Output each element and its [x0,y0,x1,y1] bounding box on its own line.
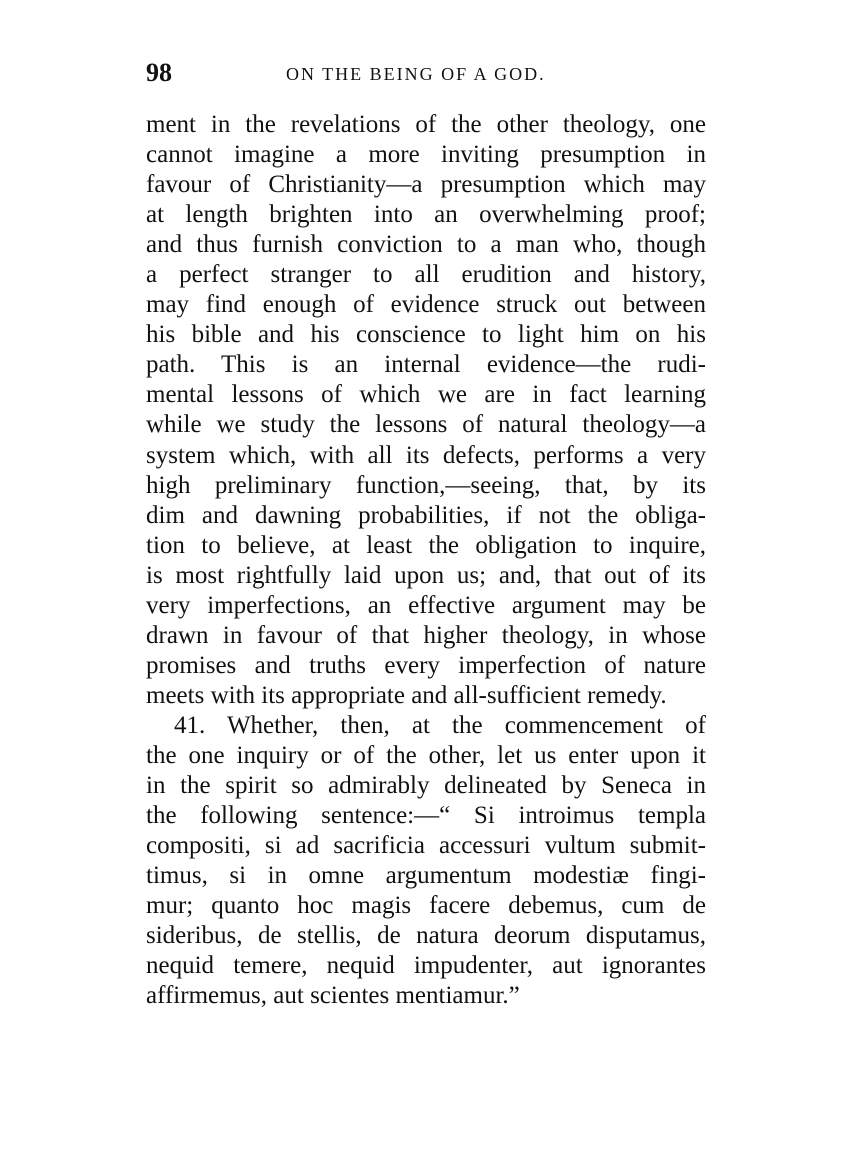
text-line: compositi, si ad sacrificia accessuri vultum submit- [146,832,706,860]
text-line: very imperfections, an effective argument may be [146,591,706,619]
text-line: dim and dawning probabilities, if not the obliga- [146,501,706,529]
text-line: promises and truths every imperfection of nature [146,651,706,679]
paragraph-end-line: meets with its appropriate and all-sufficient remedy. [146,681,667,709]
body-text [146,110,706,1011]
text-line: while we study the lessons of natural theology—a [146,411,706,439]
text-line: his bible and his conscience to light him on his [146,321,706,349]
text-line: drawn in favour of that higher theology, in whose [146,621,706,649]
text-line: favour of Christianity—a presumption which may [146,171,706,199]
text-line: mur; quanto hoc magis facere debemus, cum de [146,892,706,920]
section-41-first-line: 41. Whether, then, at the commencement of [174,711,706,739]
text-line: at length brighten into an overwhelming proof; [146,201,706,229]
text-line: ment in the revelations of the other theology, one [146,111,706,138]
text-line: high preliminary function,—seeing, that, by its [146,471,706,499]
text-line: the following sentence:—“ Si introimus templa [146,802,706,830]
text-line: sideribus, de stellis, de natura deorum disputamus, [146,922,706,950]
text-line: and thus furnish conviction to a man who, though [146,231,706,259]
text-line: cannot imagine a more inviting presumption in [146,141,706,169]
text-line: path. This is an internal evidence—the rudi- [146,351,706,379]
text-line: mental lessons of which we are in fact learning [146,381,706,409]
running-head [146,58,706,88]
text-line: the one inquiry or of the other, let us enter upon it [146,741,706,769]
text-line: system which, with all its defects, performs a very [146,441,706,469]
text-line: tion to believe, at least the obligation to inquire, [146,531,706,559]
text-line: may find enough of evidence struck out between [146,291,706,319]
paragraph-end-line: affirmemus, aut scientes mentiamur.” [146,982,520,1010]
text-line: in the spirit so admirably delineated by Seneca in [146,772,706,800]
page-number: 98 [146,58,172,87]
text-line: timus, si in omne argumentum modestiæ fingi- [146,862,706,890]
running-title: ON THE BEING OF A GOD. [286,64,546,84]
text-line: a perfect stranger to all erudition and history, [146,261,706,289]
text-line: nequid temere, nequid impudenter, aut ignorantes [146,952,706,980]
text-line: is most rightfully laid upon us; and, that out of its [146,561,706,589]
